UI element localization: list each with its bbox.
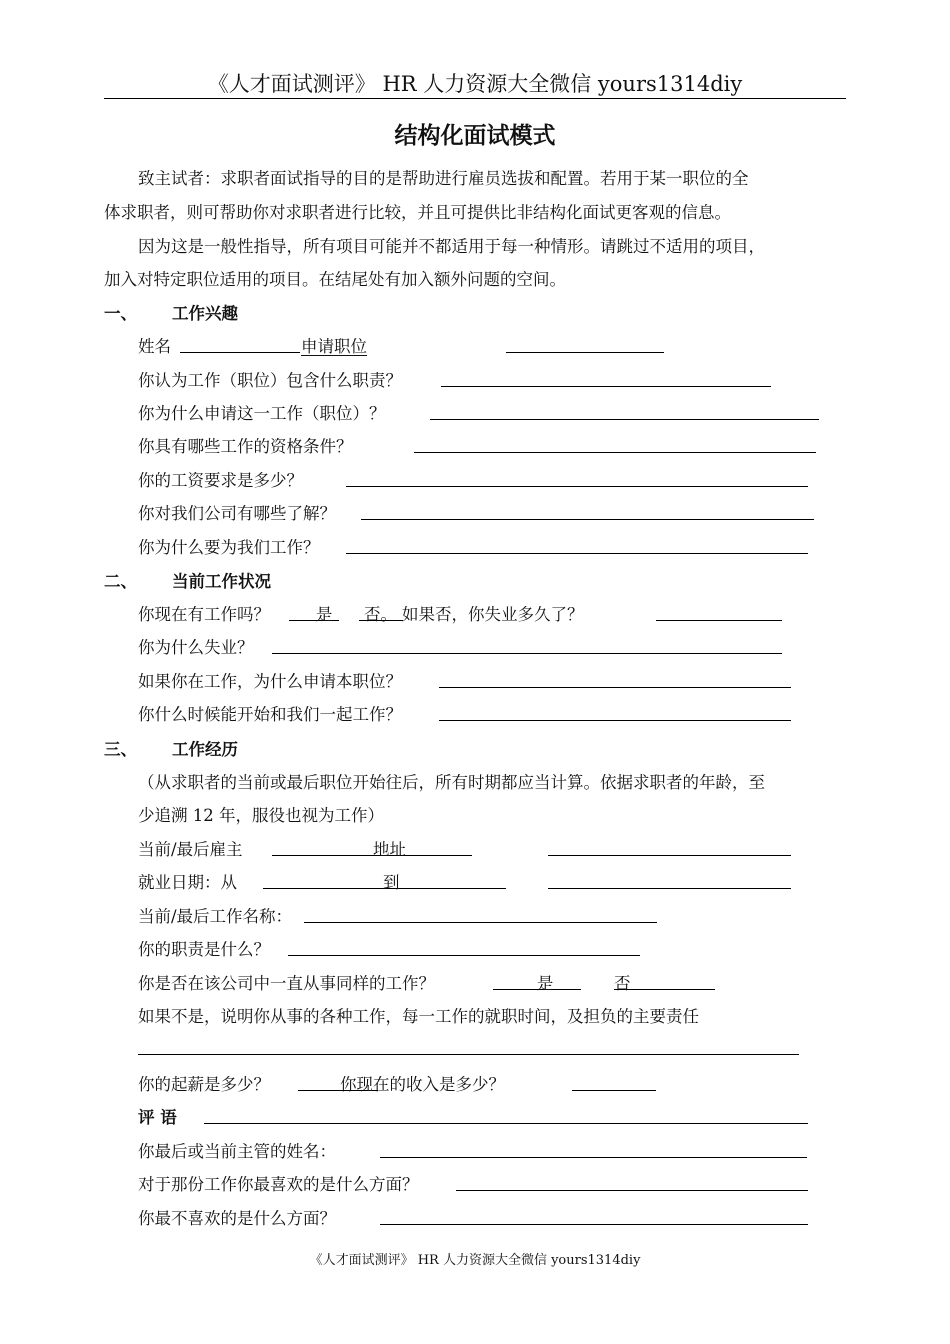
- s1-question-1: 你认为工作（职位）包含什么职责？: [138, 371, 402, 390]
- liked-field[interactable]: [456, 1190, 808, 1191]
- s1-question-6: 你为什么要为我们工作？: [138, 538, 320, 557]
- date-to-field[interactable]: [548, 888, 791, 889]
- position-label: 申请职位: [301, 337, 367, 356]
- s2-question-1a: 你现在有工作吗？: [138, 605, 270, 624]
- intro-p1-line2: 体求职者，则可帮助你对求职者进行比较，并且可提供比非结构化面试更客观的信息。: [104, 203, 731, 222]
- supervisor-question: 你最后或当前主管的姓名：: [138, 1142, 336, 1161]
- address-field[interactable]: [548, 855, 791, 856]
- s2-question-4: 你什么时候能开始和我们一起工作？: [138, 705, 402, 724]
- s1-question-2: 你为什么申请这一工作（职位）？: [138, 404, 386, 423]
- s1-answer-4[interactable]: [346, 486, 808, 487]
- s2-answer-1[interactable]: [656, 620, 782, 621]
- liked-question: 对于那份工作你最喜欢的是什么方面？: [138, 1175, 419, 1194]
- intro-p2-line2: 加入对特定职位适用的项目。在结尾处有加入额外问题的空间。: [104, 270, 566, 289]
- position-field[interactable]: [506, 352, 664, 353]
- s1-answer-5[interactable]: [361, 519, 814, 520]
- s2-question-1b: 如果否，你失业多久了？: [402, 605, 584, 624]
- s1-answer-1[interactable]: [441, 386, 771, 387]
- s3-note-line1: （从求职者的当前或最后职位开始往后，所有时期都应当计算。依据求职者的年龄，至: [138, 773, 765, 792]
- supervisor-field[interactable]: [380, 1157, 807, 1158]
- address-label: 地址: [373, 840, 406, 859]
- current-income-question: 你现在的收入是多少？: [340, 1075, 505, 1094]
- s2-no-label: 否。: [364, 605, 397, 624]
- duties-question: 你的职责是什么？: [138, 940, 270, 959]
- s1-question-3: 你具有哪些工作的资格条件？: [138, 437, 353, 456]
- header-divider: [104, 98, 846, 99]
- if-not-field[interactable]: [138, 1054, 799, 1055]
- page-header: 《人才面试测评》 HR 人力资源大全微信 yours1314diy: [207, 72, 743, 96]
- name-field[interactable]: [180, 352, 300, 353]
- section2-number: 二、: [104, 572, 137, 591]
- section3-title: 工作经历: [172, 740, 238, 759]
- intro-p1-line1: 致主试者：求职者面试指导的目的是帮助进行雇员选拔和配置。若用于某一职位的全: [138, 169, 749, 188]
- section2-title: 当前工作状况: [172, 572, 271, 591]
- s1-answer-2[interactable]: [430, 419, 819, 420]
- start-salary-question: 你的起薪是多少？: [138, 1075, 270, 1094]
- s2-yes-label: 是: [316, 605, 333, 624]
- disliked-question: 你最不喜欢的是什么方面？: [138, 1209, 336, 1228]
- s3-note-line2: 少追溯 12 年，服役也视为工作）: [138, 806, 384, 825]
- page-footer: 《人才面试测评》 HR 人力资源大全微信 yours1314diy: [309, 1253, 641, 1268]
- s2-question-2: 你为什么失业？: [138, 638, 254, 657]
- job-title-field[interactable]: [304, 922, 657, 923]
- section1-title: 工作兴趣: [172, 304, 238, 323]
- employment-date-label: 就业日期：从: [138, 873, 237, 892]
- s2-answer-2[interactable]: [272, 653, 782, 654]
- job-title-label: 当前/最后工作名称：: [138, 907, 293, 926]
- current-income-field[interactable]: [572, 1090, 656, 1091]
- if-not-instruction: 如果不是，说明你从事的各种工作，每一工作的就职时间，及担负的主要责任: [138, 1007, 699, 1026]
- comment-field[interactable]: [204, 1123, 808, 1124]
- s1-answer-3[interactable]: [414, 452, 816, 453]
- s1-question-4: 你的工资要求是多少？: [138, 471, 303, 490]
- comment-label: 评 语: [138, 1108, 177, 1127]
- same-work-question: 你是否在该公司中一直从事同样的工作？: [138, 974, 435, 993]
- name-label: 姓名: [138, 337, 171, 356]
- document-title: 结构化面试模式: [394, 122, 556, 149]
- disliked-field[interactable]: [380, 1224, 808, 1225]
- employer-field[interactable]: [272, 855, 472, 856]
- same-work-no-label: 否: [614, 974, 631, 993]
- date-to-label: 到: [383, 873, 400, 892]
- section3-number: 三、: [104, 740, 137, 759]
- section1-number: 一、: [104, 304, 137, 323]
- s1-answer-6[interactable]: [346, 553, 808, 554]
- s2-answer-4[interactable]: [439, 720, 791, 721]
- s2-answer-3[interactable]: [439, 687, 791, 688]
- employer-label: 当前/最后雇主: [138, 840, 243, 859]
- duties-field[interactable]: [288, 955, 640, 956]
- s2-question-3: 如果你在工作，为什么申请本职位？: [138, 672, 402, 691]
- intro-p2-line1: 因为这是一般性指导，所有项目可能并不都适用于每一种情形。请跳过不适用的项目，: [138, 237, 765, 256]
- s1-question-5: 你对我们公司有哪些了解？: [138, 504, 336, 523]
- same-work-yes-label: 是: [537, 974, 554, 993]
